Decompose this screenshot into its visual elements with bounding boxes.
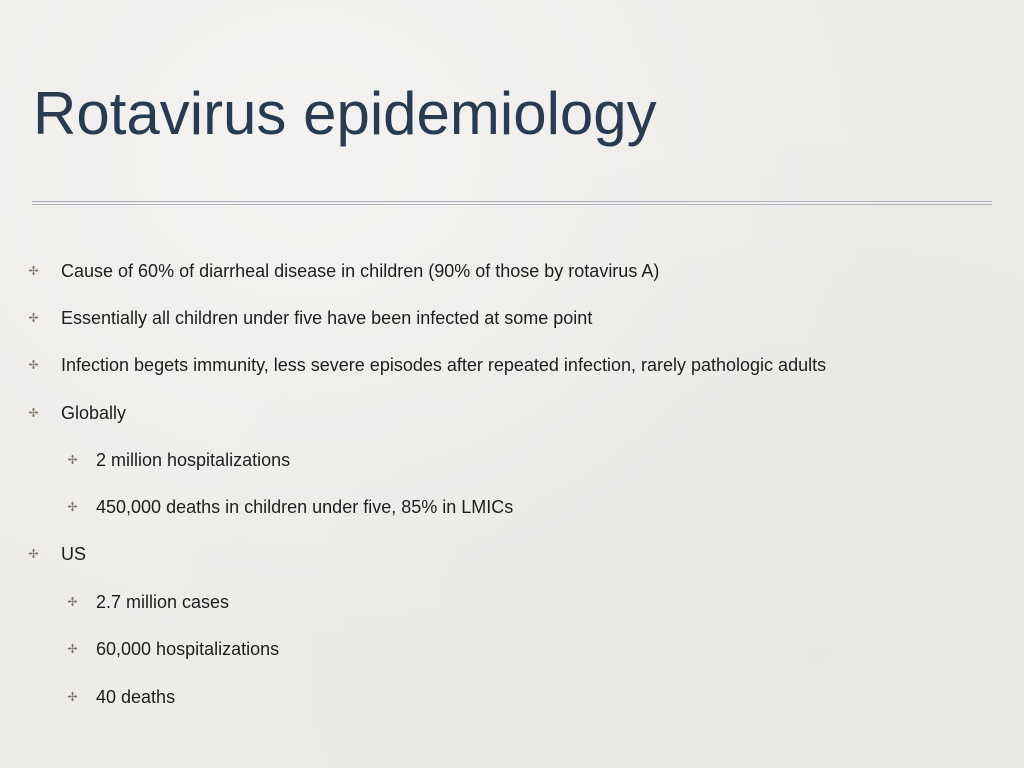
fleuron-bullet-icon [28, 407, 39, 418]
bullet-text: Infection begets immunity, less severe episodes after repeated infection, rarely pathologic adults [61, 355, 827, 375]
fleuron-bullet-icon [67, 691, 78, 702]
bullet-text: Essentially all children under five have been infected at some point [61, 308, 593, 328]
slide-title: Rotavirus epidemiology [33, 80, 657, 147]
bullet-text: 40 deaths [96, 687, 176, 707]
fleuron-bullet-icon [67, 596, 78, 607]
fleuron-bullet-icon [67, 643, 78, 654]
fleuron-bullet-icon [28, 312, 39, 323]
fleuron-bullet-icon [28, 359, 39, 370]
bullet-text: Cause of 60% of diarrheal disease in children (90% of those by rotavirus A) [61, 261, 660, 281]
bullet-text: 2 million hospitalizations [96, 450, 291, 470]
bullet-text: 60,000 hospitalizations [96, 639, 280, 659]
fleuron-bullet-icon [28, 548, 39, 559]
bullet-text: Globally [61, 403, 127, 423]
bullet-text: 450,000 deaths in children under five, 85% in LMICs [96, 497, 514, 517]
fleuron-bullet-icon [67, 501, 78, 512]
bullet-text: 2.7 million cases [96, 592, 230, 612]
bullet-text: US [61, 544, 87, 564]
fleuron-bullet-icon [67, 454, 78, 465]
fleuron-bullet-icon [28, 265, 39, 276]
